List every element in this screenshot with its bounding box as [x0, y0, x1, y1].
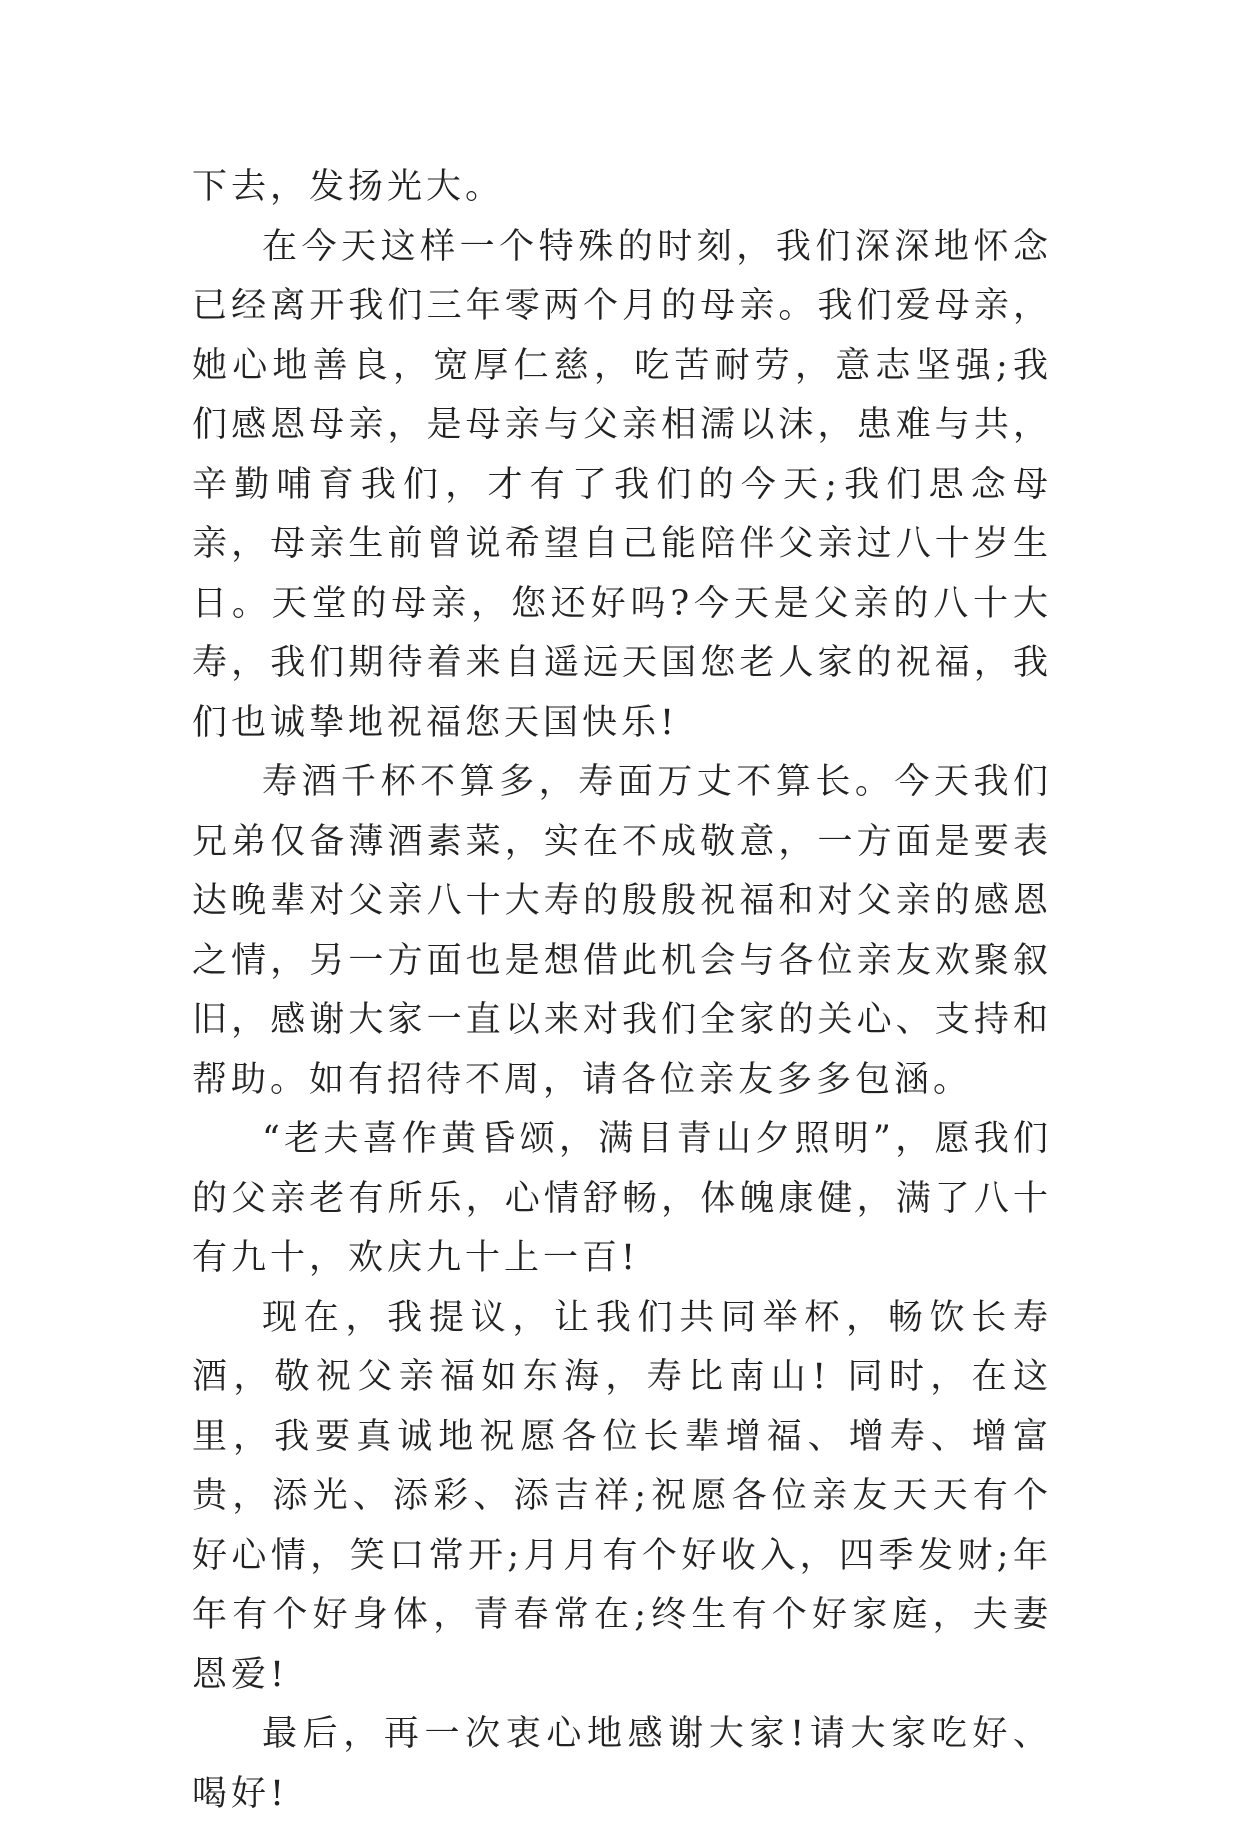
paragraph-remembering-mother: 在今天这样一个特殊的时刻，我们深深地怀念已经离开我们三年零两个月的母亲。我们爱母亲，她心地善良，宽厚仁慈，吃苦耐劳，意志坚强;我们感恩母亲，是母亲与父亲相濡以沫，患难与共，辛勤哺育我们，才有了我们的今天;我们思念母亲，母亲生前曾说希望自己能陪伴父亲过八十岁生日。天堂的母亲，您还好吗?今天是父亲的八十大寿，我们期待着来自遥远天国您老人家的祝福，我们也诚挚地祝福您天国快乐! [192, 226, 1052, 743]
paragraph-closing: 最后，再一次衷心地感谢大家!请大家吃好、喝好! [192, 1714, 1052, 1814]
paragraph-poem-wish: “老夫喜作黄昏颂，满目青山夕照明”，愿我们的父亲老有所乐，心情舒畅，体魄康健，满了八十有九十，欢庆九十上一百! [192, 1119, 1052, 1278]
paragraph-continuation: 下去，发扬光大。 [192, 167, 505, 207]
paragraph-thanks-guests: 寿酒千杯不算多，寿面万丈不算长。今天我们兄弟仅备薄酒素菜，实在不成敬意，一方面是要表达晚辈对父亲八十大寿的殷殷祝福和对父亲的感恩之情，另一方面也是想借此机会与各位亲友欢聚叙旧，感谢大家一直以来对我们全家的关心、支持和帮助。如有招待不周，请各位亲友多多包涵。 [192, 762, 1052, 1100]
document-body [192, 158, 1052, 1824]
paragraph-toast: 现在，我提议，让我们共同举杯，畅饮长寿酒，敬祝父亲福如东海，寿比南山! 同时，在这里，我要真诚地祝愿各位长辈增福、增寿、增富贵，添光、添彩、添吉祥;祝愿各位亲友天天有个好心情，笑口常开;月月有个好收入，四季发财;年年有个好身体，青春常在;终生有个好家庭，夫妻恩爱! [192, 1297, 1052, 1695]
